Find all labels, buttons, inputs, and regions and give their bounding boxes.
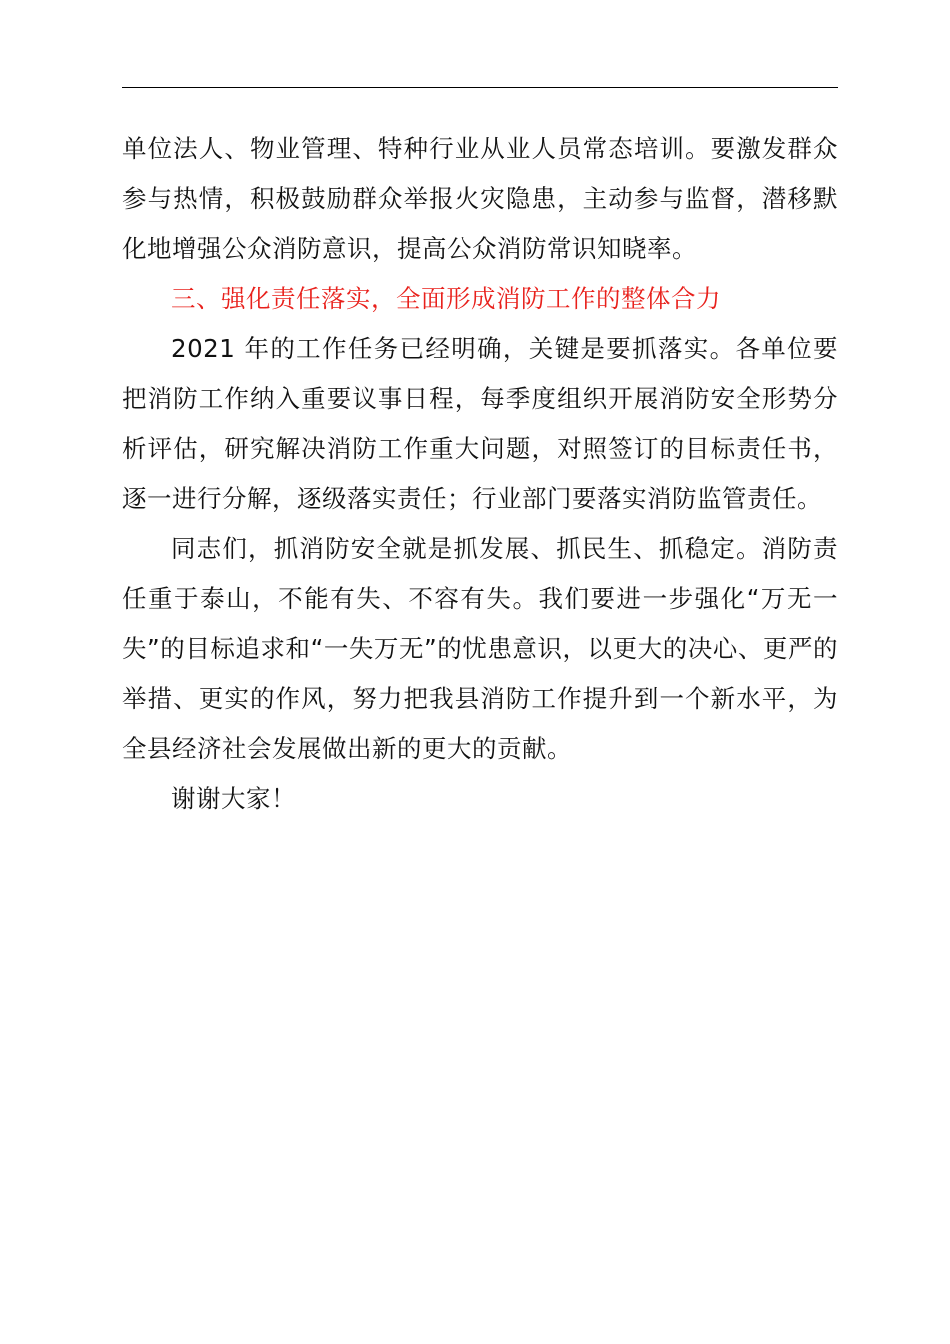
header-rule (122, 87, 838, 88)
body-paragraph-closing: 同志们，抓消防安全就是抓发展、抓民生、抓稳定。消防责任重于泰山，不能有失、不容有失。我们要进一步强化“万无一失”的目标追求和“一失万无”的忧患意识，以更大的决心、更严的举措、更实的作风，努力把我县消防工作提升到一个新水平，为全县经济社会发展做出新的更大的贡献。 (122, 534, 838, 763)
body-paragraph-tasks: 2021 年的工作任务已经明确，关键是要抓落实。各单位要把消防工作纳入重要议事日程，每季度组织开展消防安全形势分析评估，研究解决消防工作重大问题，对照签订的目标责任书，逐一进行分解，逐级落实责任；行业部门要落实消防监管责任。 (122, 334, 838, 513)
continuation-paragraph: 单位法人、物业管理、特种行业从业人员常态培训。要激发群众参与热情，积极鼓励群众举报火灾隐患，主动参与监督，潜移默化地增强公众消防意识，提高公众消防常识知晓率。 (122, 134, 838, 263)
document-body (122, 124, 838, 824)
section-heading: 三、强化责任落实，全面形成消防工作的整体合力 (171, 284, 721, 313)
thanks-line: 谢谢大家！ (171, 784, 296, 813)
